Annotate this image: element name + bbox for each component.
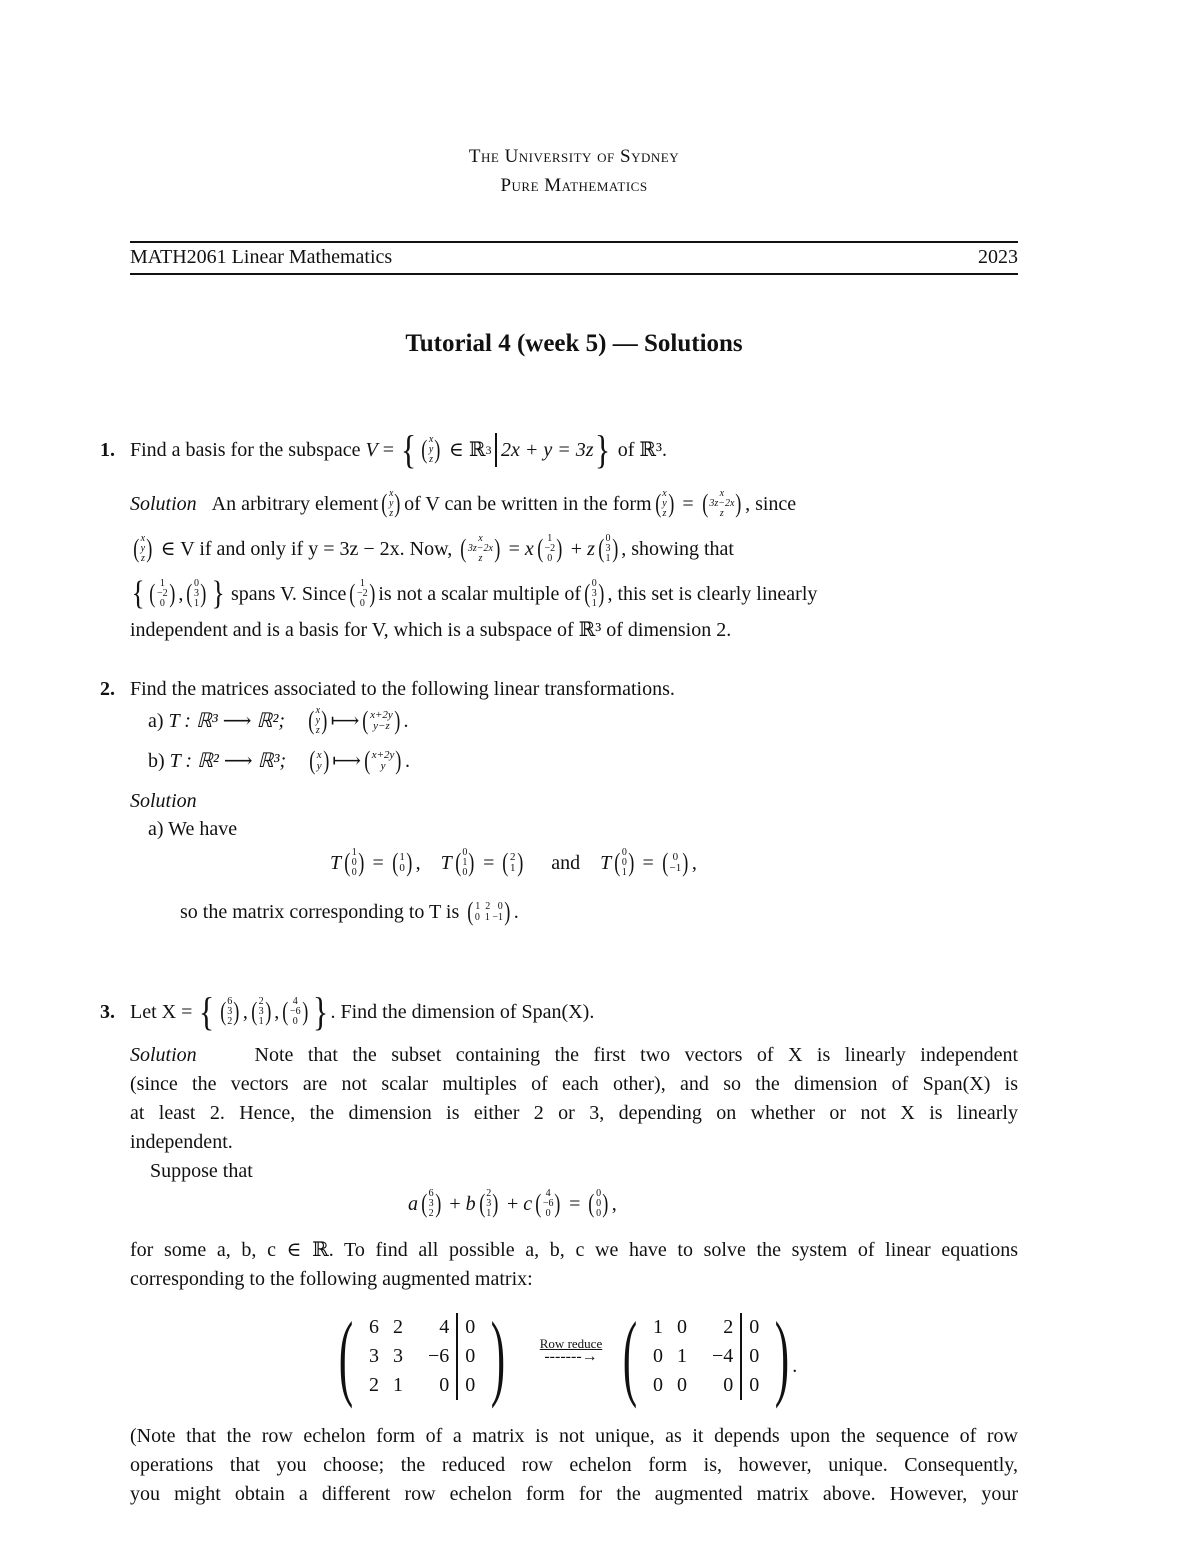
q1-sol-text-3b: is not a scalar multiple of [378,583,582,605]
q1-vec-9: ( 0 3 1 ) [186,578,207,609]
matrix-cell: 0 [652,1344,663,1367]
right-matrix-table [646,1313,766,1400]
department-name [0,175,1148,197]
q1-right-brace: } [595,427,611,472]
q2-t-e1: ( 1 0 ) [392,848,413,877]
q3-augmented-matrix-right [614,1302,798,1409]
q3-note-line1: (Note that the row echelon form of a matrix is not unique, as it depends upon the sequence of row [130,1425,1018,1447]
q1-sol-text-3c: , this set is clearly linearly [607,583,818,605]
q3-sol-line5: for some a, b, c ∈ ℝ. To find all possible a, b, c we have to solve the system of linear equations [130,1239,1018,1261]
q2-solution-a: a) We have [148,818,238,840]
matrix-cell: 2 [392,1315,403,1338]
matrix-cell: 0 [457,1313,482,1342]
q3-vec-1: ( 6 3 2 ) [219,996,240,1027]
q3-lc-zero: ( 0 0 0 ) [588,1188,609,1219]
right-matrix-open-paren: ( [622,1302,638,1409]
q2-a-input-vector: ( x y z ) [308,705,328,736]
q2-prompt-text: Find the matrices associated to the following linear transformations. [130,678,675,700]
university-name [0,146,1148,168]
matrix-cell: 6 [368,1315,379,1338]
q2-solution-label: Solution [130,790,197,812]
q3-prompt-b: . Find the dimension of Span(X). [330,1001,595,1023]
q3-prompt-a: Let X = [130,1001,193,1023]
matrix-cell: 2 [723,1315,734,1338]
left-matrix-table [362,1313,482,1400]
q1-sol-text-2a: ∈ V if and only if y = 3z − 2x. Now, [160,538,453,560]
q1-set-right-brace: } [211,575,225,612]
table-row [646,1313,766,1342]
matrix-cell: 0 [741,1342,766,1371]
q1-solution-line2: ( x y z ) ∈ V if and only if y = 3z − 2x. Now, ( x 3z−2x z ) = x ( 1 −2 0 ) + z ( 0 3 1 ) , showing that [133,533,734,564]
matrix-cell: 0 [439,1373,450,1396]
q3-suppose: Suppose that [150,1160,253,1182]
q1-set-left-brace: { [131,575,145,612]
q2-e2: ( 0 1 0 ) [455,847,475,878]
matrix-cell: 0 [723,1373,734,1396]
table-row [362,1313,482,1342]
q1-sol-text-1b: of V can be written in the form [404,493,652,515]
department-text: Pure Mathematics [500,175,648,196]
arrow-icon: -------→ [544,1348,598,1365]
matrix-cell: 1 [652,1315,663,1338]
top-rule [130,241,1018,243]
q2-result-matrix: ( 1 2 0 0 1 −1 ) [467,897,511,926]
q1-solution-line1: Solution An arbitrary element ( x y z ) of V can be written in the form ( x y z ) = ( x 3z−2x z ) , since [130,488,797,519]
q1-vec-2: ( x y z ) [654,488,675,519]
q2-b-label: b) [148,750,165,772]
q2-b-output-vector: ( x+2y y ) [364,746,402,775]
left-matrix-close-paren: ) [491,1302,506,1409]
q1-sol-text-1a: An arbitrary element [211,493,379,515]
matrix-cell: 1 [676,1344,687,1367]
bottom-rule [130,273,1018,275]
q1-vec-8: ( 1 −2 0 ) [149,578,176,609]
matrix-period: . [792,1354,798,1377]
matrix-cell: −6 [427,1344,450,1367]
q1-vec-5: ( x 3z−2x z ) [460,533,501,564]
q3-vec-2: ( 2 3 1 ) [251,996,271,1027]
q2-e1: ( 1 0 0 ) [344,847,365,878]
q1-solution-line4: independent and is a basis for V, which is a subspace of ℝ³ of dimension 2. [130,619,732,641]
matrix-cell: 0 [676,1315,687,1338]
q1-v-symbol: V [365,439,378,461]
q2-part-a: a) T : ℝ³ ⟶ ℝ²; ( x y z ) ⟼ ( x+2y y−z ) . [148,705,409,736]
q3-sol-line4: independent. [130,1131,233,1153]
q3-sol-line1 [130,1041,1018,1069]
q3-linear-combination: a ( 6 3 2 ) + b ( 2 3 1 ) + c ( 4 −6 0 ) = ( 0 0 0 ) , [408,1188,617,1219]
q3-prompt: 3. Let X = { ( 6 3 2 ) , ( 2 3 1 ) , ( 4 −6 0 ) } . Find the dimension of Span(X). [100,989,595,1034]
q1-set-bar [495,433,497,467]
q2-part-b: b) T : ℝ² ⟶ ℝ³; ( x y ) ⟼ ( x+2y y ) . [148,746,411,775]
q1-vec-6: ( 1 −2 0 ) [537,533,563,564]
q1-solution-line3: { ( 1 −2 0 ) , ( 0 3 1 ) } spans V. Since ( 1 −2 0 ) is not a scalar multiple of ( 0 3 1 ) , this set is clearly linearly [131,575,818,612]
right-matrix-close-paren: ) [775,1302,790,1409]
matrix-cell: 0 [652,1373,663,1396]
q3-sol-text-1: Note that the subset containing the first two vectors of X is linearly independent [254,1044,1019,1066]
q2-a-map: T : ℝ³ ⟶ ℝ²; [168,710,285,732]
q2-a-label: a) [148,710,164,732]
q1-vec-7: ( 0 3 1 ) [598,533,618,564]
q2-solution-equations: T ( 1 0 0 ) = ( 1 0 ) , T ( 0 1 0 ) = ( 2 1 ) and T ( 0 0 1 ) = ( 0 −1 ) , [330,847,697,878]
matrix-cell: 4 [439,1315,450,1338]
matrix-cell: 0 [457,1342,482,1371]
table-row [646,1371,766,1400]
q3-left-brace: { [199,989,215,1034]
q1-left-brace: { [400,427,417,472]
table-row [646,1342,766,1371]
course-year: 2023 [978,246,1018,268]
table-row [362,1371,482,1400]
matrix-cell: 0 [741,1313,766,1342]
matrix-cell: 3 [392,1344,403,1367]
q3-sol-line2: (since the vectors are not scalar multiples of each other), and so the dimension of Span(X) is [130,1073,1018,1095]
matrix-cell: 3 [368,1344,379,1367]
q1-solution-label: Solution [130,493,197,515]
q2-prompt [100,675,1018,703]
q3-augmented-matrix-left [330,1302,514,1409]
matrix-cell: 0 [676,1373,687,1396]
q2-t-e3: ( 0 −1 ) [662,848,689,877]
q2-t-e2: ( 2 1 ) [502,848,523,877]
q3-note-line2: operations that you choose; the reduced row echelon form is, however, unique. Consequently, [130,1454,1018,1476]
q2-matrix-text: so the matrix corresponding to T is [180,901,460,923]
q1-prompt: 1. Find a basis for the subspace V = { ( x y z ) ∈ ℝ 3 2x + y = 3z } of ℝ³. [100,427,667,472]
row-reduce-arrow [526,1336,616,1365]
q1-number: 1. [100,439,115,461]
course-name: MATH2061 Linear Mathematics [130,246,393,268]
q2-and-word: and [551,852,581,874]
q3-vec-3: ( 4 −6 0 ) [282,996,308,1027]
table-row [362,1342,482,1371]
row-reduce-label: Row reduce [539,1336,603,1351]
q1-condition: 2x + y = 3z [500,439,594,461]
q1-vec-1: ( x y z ) [381,488,401,519]
matrix-cell: −4 [711,1344,734,1367]
q1-vector-xyz: ( x y z ) [421,434,441,465]
q1-sol-text-2b: , showing that [621,538,734,560]
left-matrix-open-paren: ( [338,1302,354,1409]
q1-vec-11: ( 0 3 1 ) [584,578,605,609]
q1-sol-text-1c: , since [745,493,797,515]
university-text: The University of Sydney [468,146,680,167]
q2-b-input-vector: ( x y ) [309,746,330,775]
q3-solution-label: Solution [130,1044,197,1066]
q1-prompt-text-b: of ℝ³. [617,439,667,461]
page-title: Tutorial 4 (week 5) — Solutions [405,330,743,357]
q3-lc-vec-2: ( 2 3 1 ) [478,1188,499,1219]
q2-a-output-vector: ( x+2y y−z ) [362,706,401,735]
q1-vec-4: ( x y z ) [133,533,153,564]
q3-note-line3: you might obtain a different row echelon form for the augmented matrix above. However, your [130,1483,1018,1505]
q3-lc-vec-1: ( 6 3 2 ) [421,1188,442,1219]
matrix-cell: 0 [741,1371,766,1400]
q2-b-map: T : ℝ² ⟶ ℝ³; [169,750,287,772]
matrix-cell: 0 [457,1371,482,1400]
q1-sol-text-3a: spans V. Since [230,583,347,605]
q2-matrix-line: so the matrix corresponding to T is ( 1 2 0 0 1 −1 ) . [180,897,519,926]
q3-sol-line6: corresponding to the following augmented matrix: [130,1268,533,1290]
q1-vec-10: ( 1 −2 0 ) [349,578,376,609]
matrix-cell: 2 [368,1373,379,1396]
q2-e3: ( 0 0 1 ) [614,847,635,878]
q3-right-brace: } [313,989,329,1034]
q3-lc-vec-3: ( 4 −6 0 ) [535,1188,561,1219]
q1-prompt-text-a: Find a basis for the subspace [130,439,361,461]
q1-vec-3: ( x 3z−2x z ) [701,488,742,519]
q3-sol-line3: at least 2. Hence, the dimension is either 2 or 3, depending on whether or not X is linearly [130,1102,1018,1124]
matrix-cell: 1 [392,1373,403,1396]
q2-number: 2. [100,678,115,700]
q3-number: 3. [100,1001,115,1023]
